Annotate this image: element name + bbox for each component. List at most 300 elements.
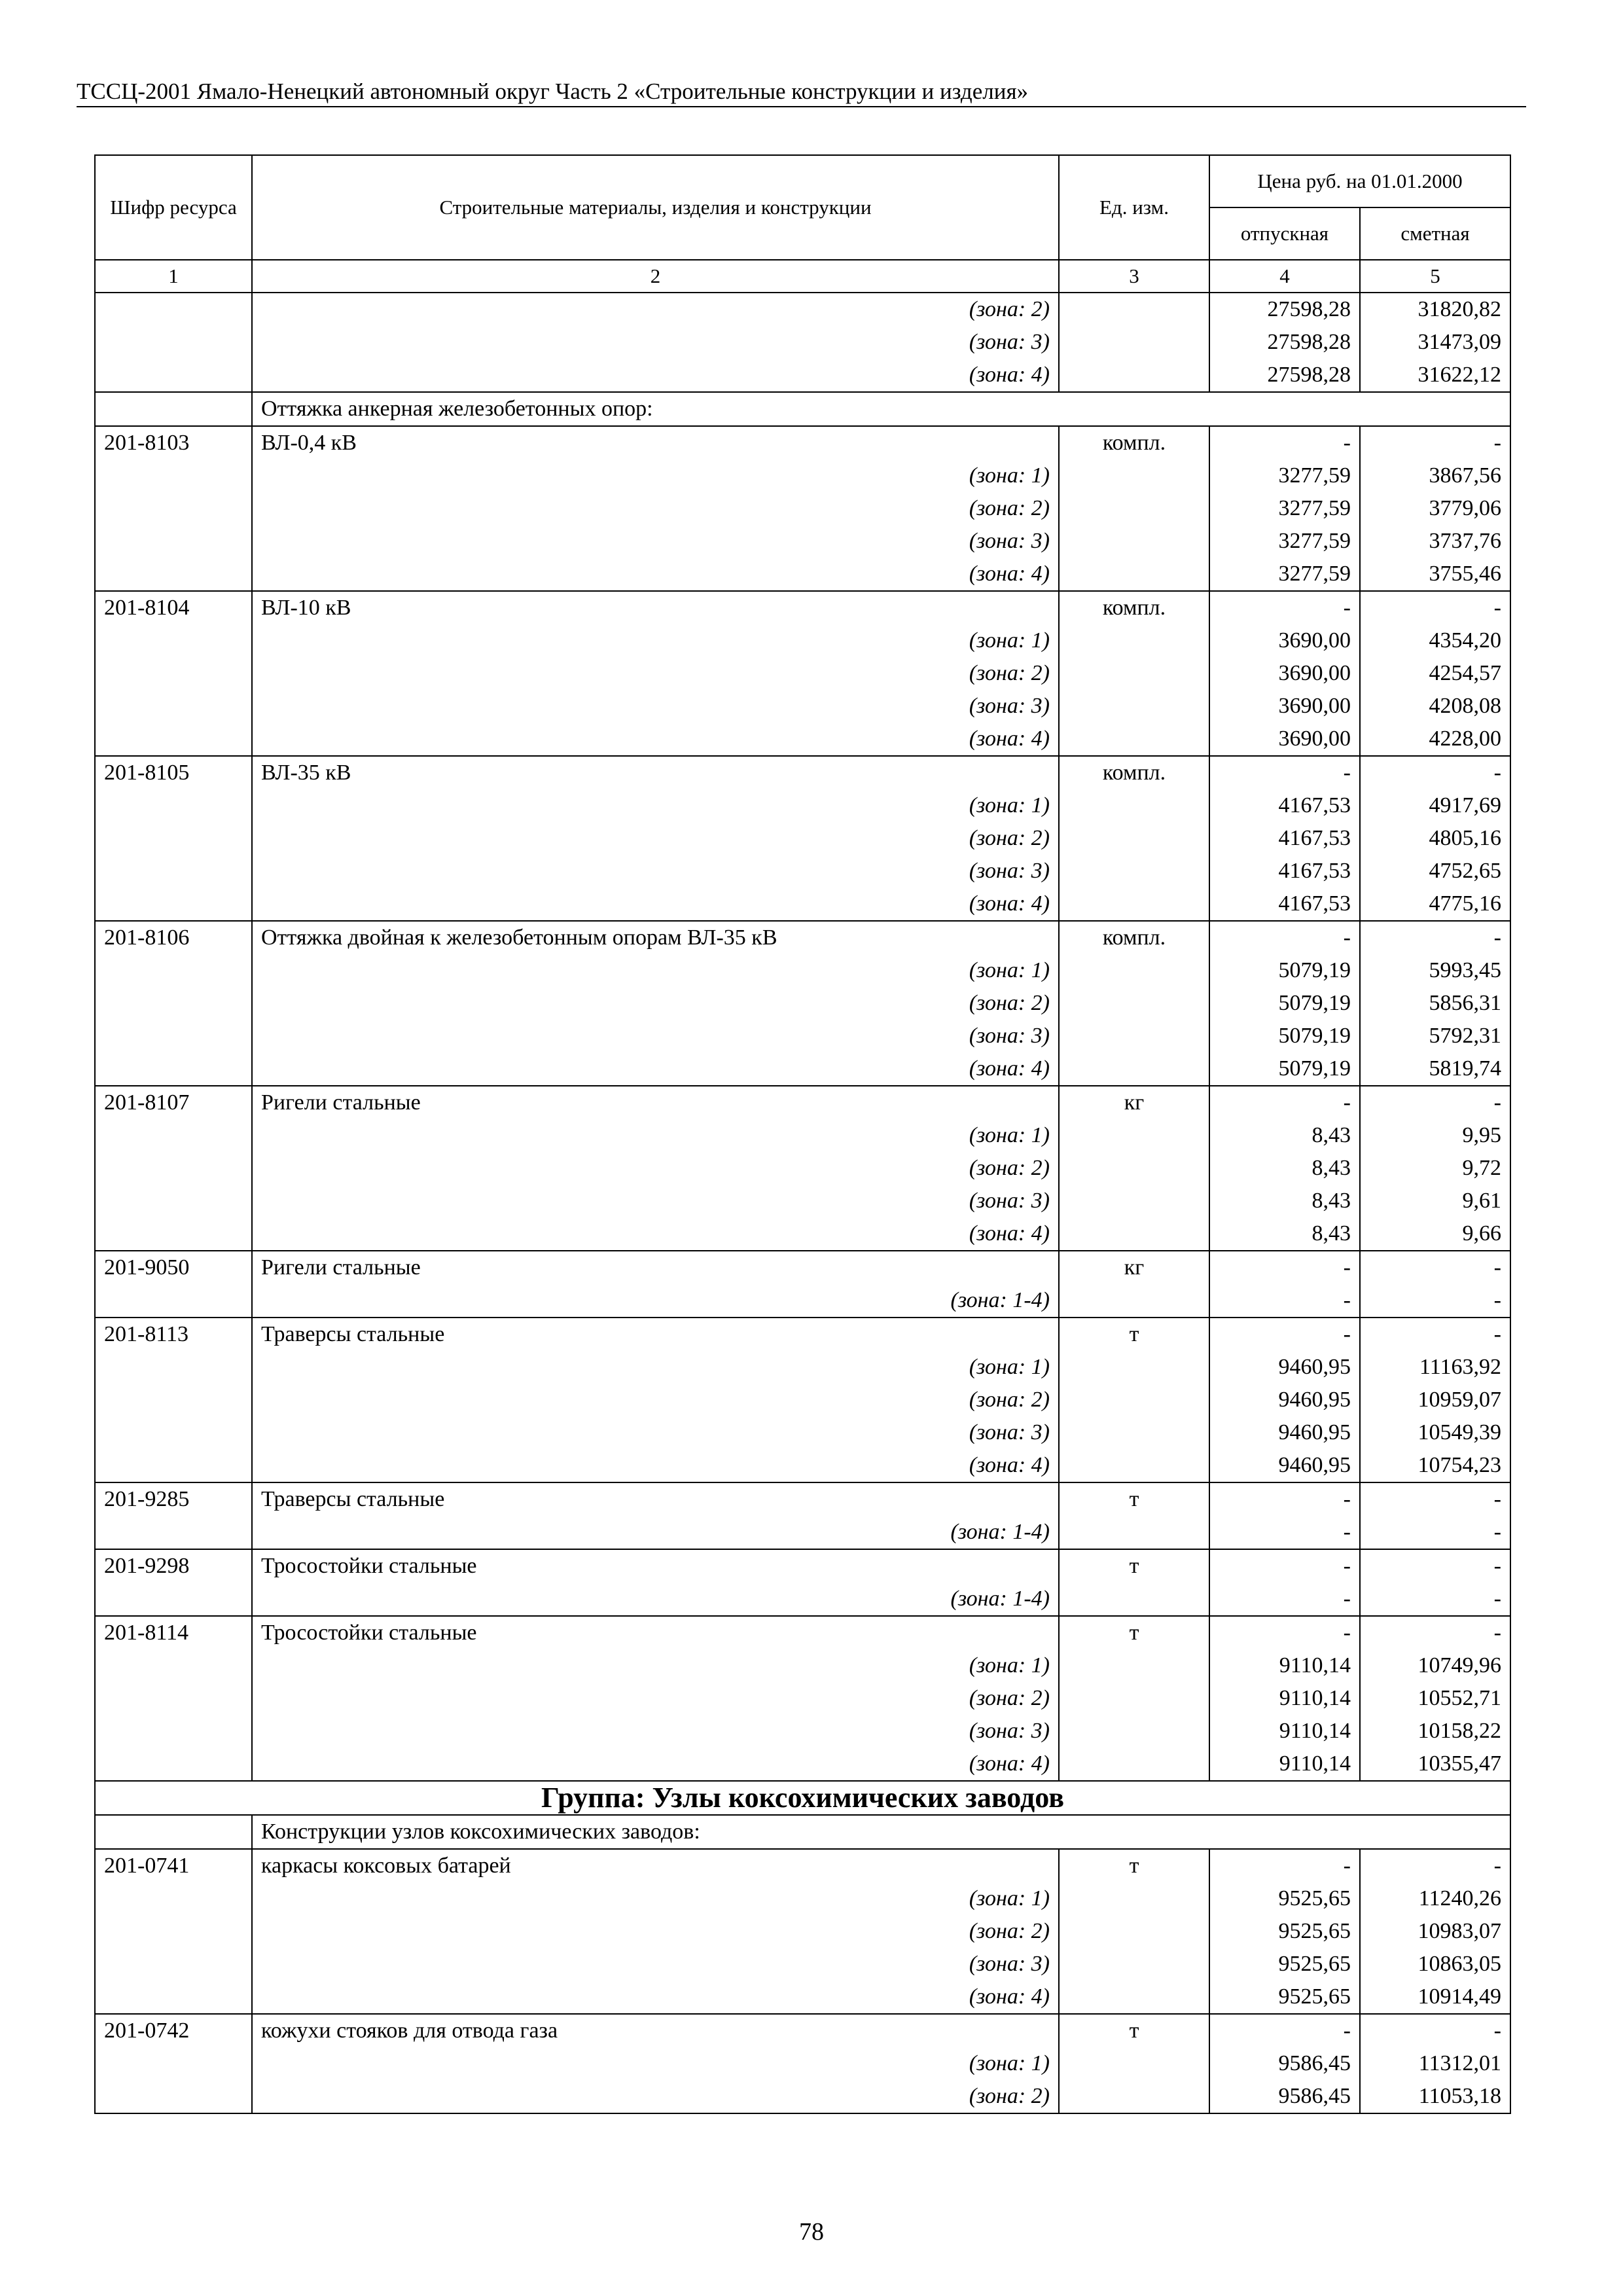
estimate-price: 10914,49 [1360,1981,1510,2014]
zone-row [95,1152,1510,1185]
zone-label: (зона: 1) [252,624,1059,657]
zone-row [95,657,1510,690]
code-cell [95,690,252,723]
column-number: 3 [1059,260,1209,293]
zone-row [95,1682,1510,1715]
resource-code: 201-8105 [95,756,252,789]
unit-cell: т [1059,1849,1209,1882]
estimate-price: - [1360,426,1510,459]
estimate-price: - [1360,1583,1510,1616]
unit-cell [1059,2047,1209,2080]
zone-row [95,888,1510,921]
release-price: 3277,59 [1209,525,1360,558]
zone-row [95,789,1510,822]
estimate-price: - [1360,591,1510,624]
code-cell [95,525,252,558]
unit-cell [1059,1649,1209,1682]
zone-row [95,1981,1510,2014]
unit-cell [1059,1217,1209,1251]
code-cell [95,1351,252,1384]
code-cell [95,359,252,392]
zone-label: (зона: 4) [252,1217,1059,1251]
zone-row [95,1185,1510,1217]
column-header-price: Цена руб. на 01.01.2000 [1209,155,1510,207]
estimate-price: 9,66 [1360,1217,1510,1251]
estimate-price: - [1360,1251,1510,1284]
code-cell [95,1649,252,1682]
zone-label: (зона: 4) [252,888,1059,921]
unit-cell [1059,1682,1209,1715]
estimate-price: 11163,92 [1360,1351,1510,1384]
estimate-price: - [1360,1284,1510,1318]
material-name: Траверсы стальные [252,1318,1059,1351]
release-price: 9110,14 [1209,1715,1360,1748]
estimate-price: 31622,12 [1360,359,1510,392]
code-cell [95,657,252,690]
resource-code: 201-0741 [95,1849,252,1882]
unit-cell: компл. [1059,426,1209,459]
release-price: 4167,53 [1209,822,1360,855]
subheader-row [95,392,1510,426]
unit-cell [1059,1748,1209,1781]
release-price: 9525,65 [1209,1948,1360,1981]
unit-cell [1059,1351,1209,1384]
column-number: 4 [1209,260,1360,293]
code-cell [95,987,252,1020]
estimate-price: 9,95 [1360,1119,1510,1152]
zone-row [95,1748,1510,1781]
column-number-row [95,260,1510,293]
column-number: 2 [252,260,1059,293]
release-price: 9525,65 [1209,1915,1360,1948]
release-price: - [1209,1583,1360,1616]
material-name: Тросостойки стальные [252,1549,1059,1583]
zone-row [95,558,1510,591]
zone-label: (зона: 1) [252,459,1059,492]
estimate-price: - [1360,1516,1510,1549]
code-cell [95,1449,252,1482]
zone-row [95,1649,1510,1682]
code-cell [95,1217,252,1251]
zone-label: (зона: 4) [252,1981,1059,2014]
table-row [95,426,1510,459]
code-cell [95,558,252,591]
table-row [95,1616,1510,1649]
price-table [94,154,1511,2114]
estimate-price: - [1360,1549,1510,1583]
resource-code: 201-8113 [95,1318,252,1351]
unit-cell: компл. [1059,591,1209,624]
zone-label: (зона: 4) [252,558,1059,591]
column-header-code: Шифр ресурса [95,155,252,260]
release-price: 9460,95 [1209,1351,1360,1384]
unit-cell [1059,326,1209,359]
table-row [95,591,1510,624]
code-cell [95,1119,252,1152]
zone-label: (зона: 4) [252,359,1059,392]
estimate-price: 4752,65 [1360,855,1510,888]
code-cell [95,855,252,888]
code-cell [95,723,252,756]
zone-label: (зона: 2) [252,657,1059,690]
code-cell [95,822,252,855]
estimate-price: - [1360,921,1510,954]
table-row [95,1086,1510,1119]
zone-row [95,1052,1510,1086]
code-cell [95,326,252,359]
code-cell [95,1416,252,1449]
zone-row [95,1583,1510,1616]
code-cell [95,954,252,987]
estimate-price: - [1360,1318,1510,1351]
unit-cell [1059,2080,1209,2113]
release-price: 8,43 [1209,1119,1360,1152]
estimate-price: 4917,69 [1360,789,1510,822]
zone-label: (зона: 2) [252,822,1059,855]
estimate-price: 10355,47 [1360,1748,1510,1781]
code-cell [95,1948,252,1981]
zone-row [95,1119,1510,1152]
estimate-price: 3867,56 [1360,459,1510,492]
code-cell [95,1052,252,1086]
zone-row [95,1217,1510,1251]
estimate-price: 3737,76 [1360,525,1510,558]
unit-cell [1059,624,1209,657]
zone-row [95,1948,1510,1981]
group-row [95,1781,1510,1815]
zone-row [95,954,1510,987]
estimate-price: 10552,71 [1360,1682,1510,1715]
release-price: - [1209,2014,1360,2047]
release-price: 9460,95 [1209,1384,1360,1416]
zone-label: (зона: 1) [252,1119,1059,1152]
zone-row [95,492,1510,525]
release-price: 3277,59 [1209,459,1360,492]
release-price: 5079,19 [1209,1020,1360,1052]
zone-label: (зона: 2) [252,987,1059,1020]
group-title: Группа: Узлы коксохимических заводов [95,1781,1510,1815]
release-price: 27598,28 [1209,293,1360,326]
unit-cell: т [1059,1482,1209,1516]
release-price: 3690,00 [1209,690,1360,723]
zone-label: (зона: 1-4) [252,1516,1059,1549]
unit-cell [1059,293,1209,326]
zone-row [95,1882,1510,1915]
zone-label: (зона: 3) [252,1185,1059,1217]
zone-row [95,822,1510,855]
resource-code: 201-9050 [95,1251,252,1284]
zone-label: (зона: 4) [252,1052,1059,1086]
unit-cell [1059,789,1209,822]
zone-label: (зона: 2) [252,492,1059,525]
subheader-text: Конструкции узлов коксохимических заводов: [252,1815,1510,1849]
material-name: кожухи стояков для отвода газа [252,2014,1059,2047]
zone-row [95,1284,1510,1318]
estimate-price: 9,61 [1360,1185,1510,1217]
zone-row [95,1715,1510,1748]
release-price: 9586,45 [1209,2080,1360,2113]
estimate-price: 4805,16 [1360,822,1510,855]
resource-code: 201-8114 [95,1616,252,1649]
release-price: - [1209,1318,1360,1351]
zone-label: (зона: 3) [252,690,1059,723]
release-price: 3690,00 [1209,624,1360,657]
release-price: 9110,14 [1209,1682,1360,1715]
unit-cell [1059,1583,1209,1616]
estimate-price: 4354,20 [1360,624,1510,657]
zone-label: (зона: 3) [252,1715,1059,1748]
unit-cell [1059,1981,1209,2014]
release-price: 9525,65 [1209,1882,1360,1915]
code-cell [95,888,252,921]
zone-row [95,2080,1510,2113]
estimate-price: 31820,82 [1360,293,1510,326]
unit-cell [1059,492,1209,525]
material-name: каркасы коксовых батарей [252,1849,1059,1882]
zone-row [95,1351,1510,1384]
column-header-estimate-price: сметная [1360,207,1510,260]
unit-cell [1059,954,1209,987]
resource-code: 201-8106 [95,921,252,954]
release-price: - [1209,1284,1360,1318]
zone-row [95,525,1510,558]
release-price: 5079,19 [1209,954,1360,987]
unit-cell [1059,822,1209,855]
zone-label: (зона: 2) [252,1915,1059,1948]
estimate-price: 11312,01 [1360,2047,1510,2080]
zone-label: (зона: 1) [252,954,1059,987]
zone-row [95,293,1510,326]
page-header: ТССЦ-2001 Ямало-Ненецкий автономный округ Часть 2 «Строительные конструкции и изделия» [77,77,1526,107]
zone-row [95,326,1510,359]
estimate-price: - [1360,2014,1510,2047]
release-price: 4167,53 [1209,855,1360,888]
zone-label: (зона: 3) [252,1948,1059,1981]
unit-cell [1059,1185,1209,1217]
release-price: - [1209,591,1360,624]
estimate-price: 10983,07 [1360,1915,1510,1948]
unit-cell: компл. [1059,921,1209,954]
zone-row [95,1449,1510,1482]
release-price: 9586,45 [1209,2047,1360,2080]
material-name: Оттяжка двойная к железобетонным опорам ВЛ-35 кВ [252,921,1059,954]
table-row [95,2014,1510,2047]
unit-cell: кг [1059,1251,1209,1284]
estimate-price: - [1360,1086,1510,1119]
resource-code: 201-8103 [95,426,252,459]
unit-cell: т [1059,1616,1209,1649]
estimate-price: 5856,31 [1360,987,1510,1020]
zone-label: (зона: 1) [252,789,1059,822]
zone-row [95,690,1510,723]
zone-row [95,1384,1510,1416]
code-cell [95,1020,252,1052]
unit-cell [1059,1948,1209,1981]
estimate-price: 31473,09 [1360,326,1510,359]
code-cell [95,1583,252,1616]
material-name: ВЛ-0,4 кВ [252,426,1059,459]
unit-cell [1059,723,1209,756]
unit-cell [1059,459,1209,492]
table-row [95,1549,1510,1583]
release-price: 27598,28 [1209,326,1360,359]
estimate-price: 4228,00 [1360,723,1510,756]
zone-label: (зона: 3) [252,1416,1059,1449]
material-name: Ригели стальные [252,1086,1059,1119]
release-price: 5079,19 [1209,987,1360,1020]
code-cell [95,2047,252,2080]
estimate-price: 5792,31 [1360,1020,1510,1052]
zone-label: (зона: 1) [252,2047,1059,2080]
unit-cell: т [1059,2014,1209,2047]
zone-row [95,2047,1510,2080]
subheader-row [95,1815,1510,1849]
table-row [95,1318,1510,1351]
unit-cell [1059,1516,1209,1549]
release-price: 4167,53 [1209,888,1360,921]
zone-row [95,359,1510,392]
unit-cell [1059,525,1209,558]
estimate-price: 3755,46 [1360,558,1510,591]
release-price: 3690,00 [1209,723,1360,756]
resource-code: 201-0742 [95,2014,252,2047]
unit-cell [1059,359,1209,392]
estimate-price: 10158,22 [1360,1715,1510,1748]
table-row [95,1849,1510,1882]
estimate-price: 4775,16 [1360,888,1510,921]
code-cell [95,624,252,657]
code-cell [95,1748,252,1781]
unit-cell [1059,1449,1209,1482]
unit-cell [1059,1384,1209,1416]
estimate-price: - [1360,756,1510,789]
release-price: 9110,14 [1209,1748,1360,1781]
unit-cell [1059,558,1209,591]
unit-cell [1059,1020,1209,1052]
material-name: ВЛ-35 кВ [252,756,1059,789]
release-price: - [1209,1251,1360,1284]
estimate-price: 10959,07 [1360,1384,1510,1416]
release-price: - [1209,756,1360,789]
code-cell [95,1384,252,1416]
code-cell [95,1682,252,1715]
release-price: 9110,14 [1209,1649,1360,1682]
release-price: 5079,19 [1209,1052,1360,1086]
zone-label: (зона: 1) [252,1882,1059,1915]
unit-cell [1059,1119,1209,1152]
release-price: - [1209,1482,1360,1516]
unit-cell [1059,657,1209,690]
estimate-price: - [1360,1482,1510,1516]
code-cell [95,1915,252,1948]
zone-label: (зона: 2) [252,1152,1059,1185]
code-cell [95,459,252,492]
zone-label: (зона: 2) [252,1682,1059,1715]
code-cell [95,1185,252,1217]
unit-cell: кг [1059,1086,1209,1119]
table-row [95,921,1510,954]
release-price: - [1209,1516,1360,1549]
unit-cell [1059,1416,1209,1449]
release-price: 27598,28 [1209,359,1360,392]
zone-label: (зона: 1) [252,1351,1059,1384]
zone-row [95,1915,1510,1948]
zone-label: (зона: 2) [252,1384,1059,1416]
release-price: - [1209,1086,1360,1119]
column-number: 5 [1360,260,1510,293]
release-price: 8,43 [1209,1185,1360,1217]
unit-cell [1059,987,1209,1020]
release-price: - [1209,426,1360,459]
material-name: Траверсы стальные [252,1482,1059,1516]
estimate-price: 5993,45 [1360,954,1510,987]
zone-row [95,723,1510,756]
resource-code: 201-9285 [95,1482,252,1516]
page-number: 78 [799,2218,824,2246]
estimate-price: 4208,08 [1360,690,1510,723]
code-cell [95,1882,252,1915]
release-price: 8,43 [1209,1152,1360,1185]
column-number: 1 [95,260,252,293]
zone-row [95,459,1510,492]
table-row [95,1251,1510,1284]
table-header [95,155,1510,293]
unit-cell: компл. [1059,756,1209,789]
code-cell [95,1284,252,1318]
zone-label: (зона: 4) [252,1449,1059,1482]
zone-row [95,1516,1510,1549]
zone-label: (зона: 3) [252,1020,1059,1052]
release-price: 8,43 [1209,1217,1360,1251]
release-price: - [1209,1616,1360,1649]
release-price: - [1209,921,1360,954]
material-name: Ригели стальные [252,1251,1059,1284]
code-cell [95,1152,252,1185]
zone-row [95,1416,1510,1449]
estimate-price: 3779,06 [1360,492,1510,525]
subheader-text: Оттяжка анкерная железобетонных опор: [252,392,1510,426]
unit-cell [1059,888,1209,921]
release-price: 9460,95 [1209,1416,1360,1449]
zone-row [95,855,1510,888]
code-cell [95,293,252,326]
release-price: 3690,00 [1209,657,1360,690]
release-price: 3277,59 [1209,558,1360,591]
unit-cell [1059,690,1209,723]
release-price: 4167,53 [1209,789,1360,822]
unit-cell [1059,1882,1209,1915]
column-header-unit: Ед. изм. [1059,155,1209,260]
estimate-price: 10863,05 [1360,1948,1510,1981]
unit-cell [1059,1152,1209,1185]
unit-cell [1059,1284,1209,1318]
material-name: ВЛ-10 кВ [252,591,1059,624]
code-cell [95,1516,252,1549]
release-price: - [1209,1549,1360,1583]
unit-cell [1059,1052,1209,1086]
zone-label: (зона: 1) [252,1649,1059,1682]
code-cell [95,1981,252,2014]
release-price: 9460,95 [1209,1449,1360,1482]
resource-code: 201-8104 [95,591,252,624]
code-cell [95,2080,252,2113]
zone-label: (зона: 4) [252,1748,1059,1781]
zone-label: (зона: 2) [252,293,1059,326]
unit-cell [1059,1915,1209,1948]
estimate-price: 9,72 [1360,1152,1510,1185]
unit-cell [1059,855,1209,888]
zone-label: (зона: 1-4) [252,1583,1059,1616]
